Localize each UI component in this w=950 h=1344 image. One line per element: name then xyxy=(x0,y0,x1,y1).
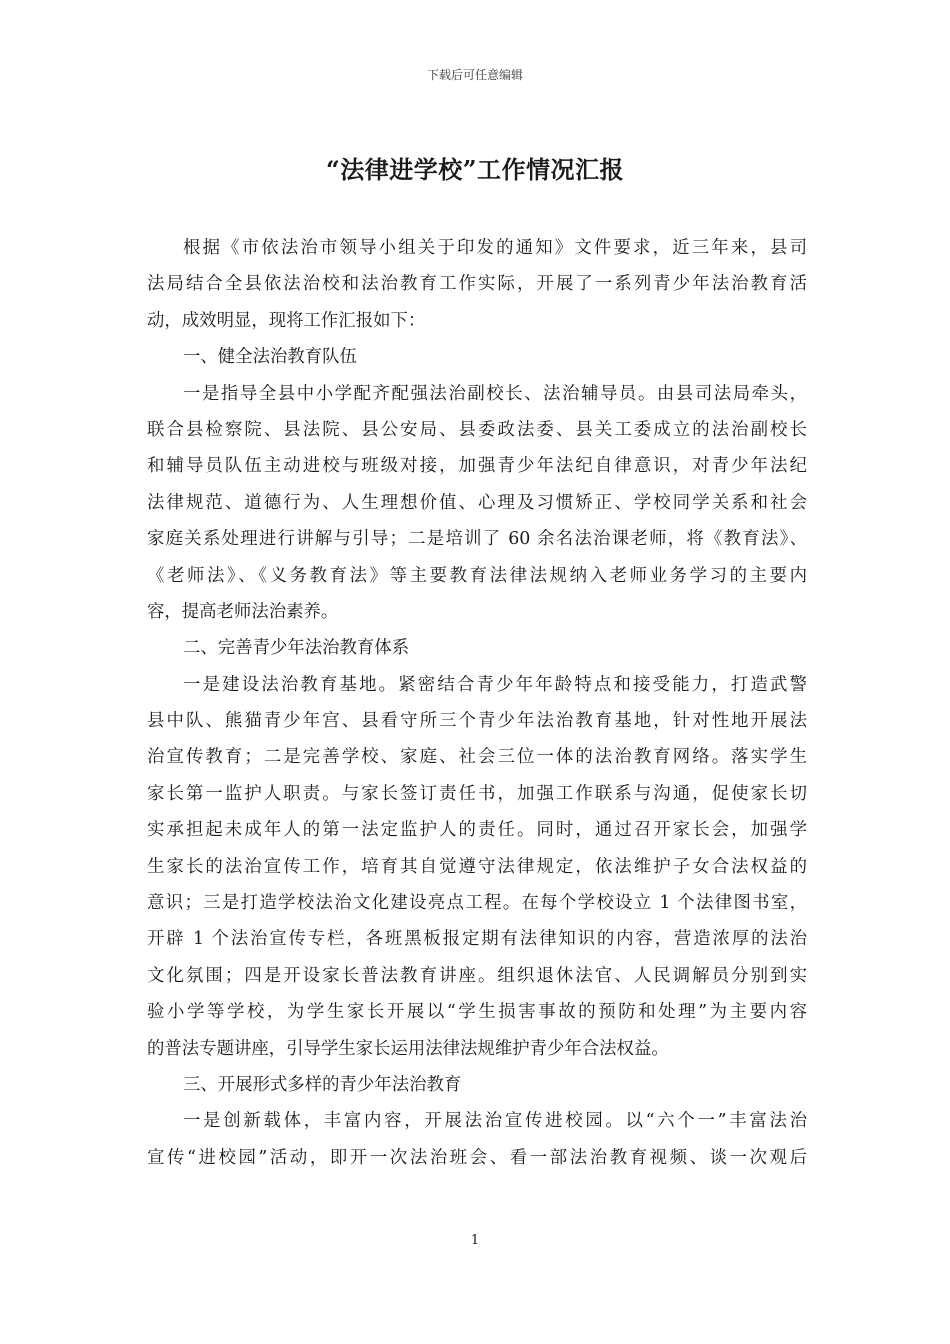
body-line: 动，成效明显，现将工作汇报如下： xyxy=(147,310,426,331)
body-line: 根据《市依法治市领导小组关于印发的通知》文件要求，近三年来，县司 xyxy=(183,238,807,258)
body-line: 家庭关系处理进行讲解与引导；二是培训了 60 余名法治课老师，将《教育法》、 xyxy=(147,529,807,550)
body-line: 开辟 1 个法治宣传专栏，各班黑板报定期有法律知识的内容，营造浓厚的法治 xyxy=(147,929,807,950)
page-header-note: 下载后可任意编辑 xyxy=(426,68,523,82)
body-line: 一是创新载体，丰富内容，开展法治宣传进校园。以“六个一”丰富法治 xyxy=(183,1111,807,1132)
body-line: 容，提高老师法治素养。 xyxy=(147,601,339,622)
body-line: 意识；三是打造学校法治文化建设亮点工程。在每个学校设立 1 个法律图书室， xyxy=(147,893,807,914)
body-line: 联合县检察院、县法院、县公安局、县委政法委、县关工委成立的法治副校长 xyxy=(147,419,807,440)
body-line: 《老师法》、《义务教育法》等主要教育法律法规纳入老师业务学习的主要内 xyxy=(147,565,807,586)
page-number: 1 xyxy=(470,1233,480,1248)
body-line: 家长第一监护人职责。与家长签订责任书，加强工作联系与沟通，促使家长切 xyxy=(147,783,807,804)
body-line: 一、健全法治教育队伍 xyxy=(183,347,357,368)
body-line: 一是指导全县中小学配齐配强法治副校长、法治辅导员。由县司法局牵头， xyxy=(183,383,807,404)
body-line: 法局结合全县依法治校和法治教育工作实际，开展了一系列青少年法治教育活 xyxy=(147,274,807,295)
document-body xyxy=(147,230,807,1176)
body-line: 法律规范、道德行为、人生理想价值、心理及习惯矫正、学校同学关系和社会 xyxy=(147,492,807,513)
body-line: 二、完善青少年法治教育体系 xyxy=(183,638,410,659)
body-line: 一是建设法治教育基地。紧密结合青少年年龄特点和接受能力，打造武警 xyxy=(183,674,807,695)
body-line: 宣传“进校园”活动，即开一次法治班会、看一部法治教育视频、谈一次观后 xyxy=(147,1147,807,1168)
body-line: 治宣传教育；二是完善学校、家庭、社会三位一体的法治教育网络。落实学生 xyxy=(147,747,807,768)
body-line: 验小学等学校，为学生家长开展以“学生损害事故的预防和处理”为主要内容 xyxy=(147,1002,807,1023)
body-line: 文化氛围；四是开设家长普法教育讲座。组织退休法官、人民调解员分别到实 xyxy=(147,965,807,986)
body-line: 的普法专题讲座，引导学生家长运用法律法规维护青少年合法权益。 xyxy=(147,1038,669,1059)
body-line: 和辅导员队伍主动进校与班级对接，加强青少年法纪自律意识，对青少年法纪 xyxy=(147,456,807,477)
body-line: 三、开展形式多样的青少年法治教育 xyxy=(183,1074,462,1095)
body-line: 实承担起未成年人的第一法定监护人的责任。同时，通过召开家长会，加强学 xyxy=(147,820,807,841)
document-title: “法律进学校”工作情况汇报 xyxy=(325,155,625,184)
body-line: 县中队、熊猫青少年宫、县看守所三个青少年法治教育基地，针对性地开展法 xyxy=(147,711,807,732)
body-line: 生家长的法治宣传工作，培育其自觉遵守法律规定，依法维护子女合法权益的 xyxy=(147,856,807,877)
